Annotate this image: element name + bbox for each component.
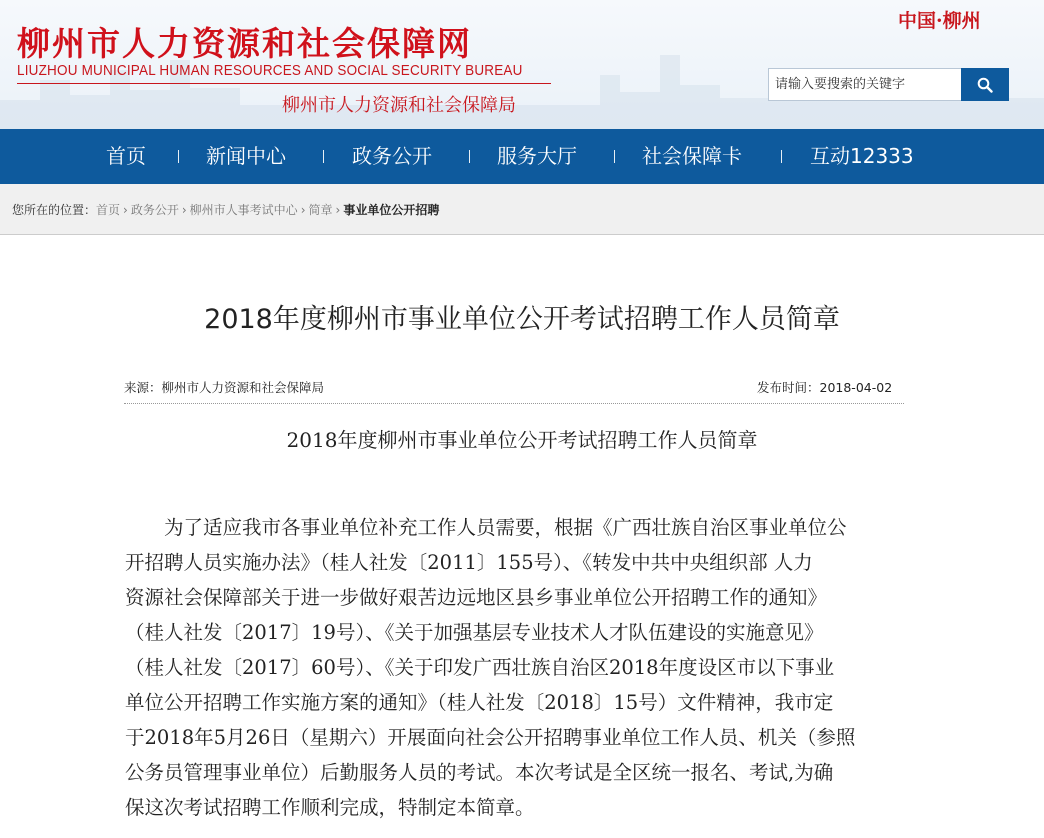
breadcrumb-separator: › [123, 203, 128, 217]
site-header [0, 0, 1044, 129]
breadcrumb-current: 事业单位公开招聘 [343, 203, 440, 217]
nav-separator [178, 150, 179, 163]
nav-separator [469, 150, 470, 163]
meta-divider [124, 403, 904, 405]
search-button[interactable] [961, 68, 1009, 101]
body-line: 保这次考试招聘工作顺利完成，特制定本简章。 [125, 796, 535, 819]
nav-item-home[interactable]: 首页 [106, 144, 146, 168]
breadcrumb-separator: › [335, 203, 341, 217]
breadcrumb-item-exam-center[interactable]: 柳州市人事考试中心 [189, 203, 298, 217]
breadcrumb-prefix: 您所在的位置： [12, 203, 97, 217]
breadcrumb-separator: › [181, 203, 187, 217]
site-title: 柳州市人力资源和社会保障网 [17, 24, 472, 63]
search-box [768, 68, 1009, 101]
nav-item-social-security-card[interactable]: 社会保障卡 [642, 144, 742, 168]
nav-item-government-affairs[interactable]: 政务公开 [352, 144, 432, 168]
body-line: （桂人社发〔2017〕60号）、《关于印发广西壮族自治区2018年度设区市以下事业 [125, 656, 835, 679]
nav-separator [323, 150, 324, 163]
body-line: 单位公开招聘工作实施方案的通知》（桂人社发〔2018〕15号）文件精神，我市定 [125, 691, 834, 714]
body-line: （桂人社发〔2017〕19号）、《关于加强基层专业技术人才队伍建设的实施意见》 [125, 621, 824, 644]
body-line: 公务员管理事业单位）后勤服务人员的考试。本次考试是全区统一报名、考试,为确 [125, 761, 834, 784]
city-logo[interactable]: 中国·柳州 [898, 10, 981, 32]
breadcrumb-item-home[interactable]: 首页 [96, 203, 121, 217]
article-title: 2018年度柳州市事业单位公开考试招聘工作人员简章 [204, 304, 840, 335]
breadcrumb-separator: › [300, 203, 306, 217]
site-title-en: LIUZHOU MUNICIPAL HUMAN RESOURCES AND SOCIAL SECURITY BUREAU [17, 62, 523, 79]
body-line: 资源社会保障部关于进一步做好艰苦边远地区县乡事业单位公开招聘工作的通知》 [125, 586, 828, 609]
article-publish-time: 发布时间：2018-04-02 [757, 380, 893, 395]
search-icon [977, 77, 993, 93]
body-line: 为了适应我市各事业单位补充工作人员需要，根据《广西壮族自治区事业单位公 [125, 516, 847, 539]
nav-item-news[interactable]: 新闻中心 [206, 144, 286, 168]
body-line: 开招聘人员实施办法》（桂人社发〔2011〕155号）、《转发中共中央组织部 人力 [125, 551, 813, 574]
article-source: 来源：柳州市人力资源和社会保障局 [124, 380, 325, 395]
breadcrumb-item-government-affairs[interactable]: 政务公开 [130, 203, 179, 217]
main-nav [0, 129, 1044, 184]
body-line: 于2018年5月26日（星期六）开展面向社会公开招聘事业单位工作人员、机关（参照 [125, 726, 856, 749]
nav-item-service-hall[interactable]: 服务大厅 [497, 144, 577, 168]
breadcrumb-item-brochure[interactable]: 简章 [308, 203, 333, 217]
nav-separator [614, 150, 615, 163]
article-subtitle: 2018年度柳州市事业单位公开考试招聘工作人员简章 [286, 428, 758, 452]
title-divider [17, 83, 551, 84]
search-input[interactable] [769, 69, 973, 100]
breadcrumb [0, 184, 1044, 235]
nav-separator [781, 150, 782, 163]
site-subtitle: 柳州市人力资源和社会保障局 [282, 95, 516, 116]
nav-item-interaction-12333[interactable]: 互动12333 [810, 144, 914, 168]
